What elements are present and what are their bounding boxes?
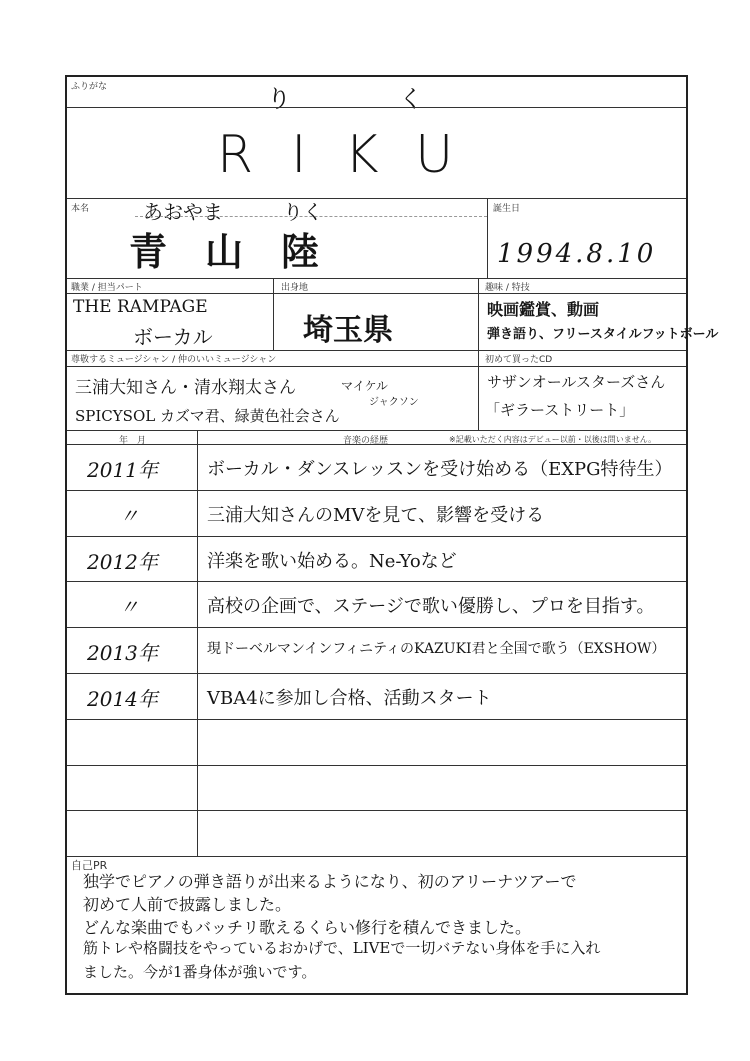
birthday-value: 1994.8.10 (497, 239, 657, 269)
real-name-reading: あおやま りく (143, 200, 323, 224)
self-pr-line-3: どんな楽曲でもバッチリ歌えるくらい修行を積んできました。 (83, 918, 532, 937)
self-pr-line-2: 初めて人前で披露しました。 (83, 895, 292, 914)
music-history-label: 音楽の経歴 (343, 436, 389, 446)
history-event: 洋楽を歌い始める。Ne-Yoなど (207, 550, 457, 572)
hobby-label: 趣味 / 特技 (485, 283, 530, 293)
self-pr-line-4: 筋トレや格闘技をやっているおかげで、LIVEで一切バテない身体を手に入れ (83, 939, 601, 957)
self-pr-line-5: ました。今が1番身体が強いです。 (83, 963, 317, 981)
hobby-line-1: 映画鑑賞、動画 (487, 300, 600, 319)
self-pr-line-1: 独学でピアノの弾き語りが出来るようになり、初のアリーナツアーで (83, 872, 577, 891)
history-year: 2014年 (87, 687, 158, 711)
history-year: 2012年 (87, 549, 158, 574)
history-note: ※記載いただく内容はデビュー以前・以後は問いません。 (449, 435, 657, 444)
birthday-label: 誕生日 (493, 204, 521, 214)
history-event: 高校の企画で、ステージで歌い優勝し、プロを目指す。 (207, 596, 655, 618)
artist-name: RIKU (217, 125, 492, 185)
birthplace-value: 埼玉県 (303, 313, 393, 348)
self-pr-label: 自己PR (71, 859, 108, 872)
history-year: 2013年 (87, 641, 158, 666)
profile-form (65, 75, 719, 995)
musicians-line-1: 三浦大知さん・清水翔太さん (75, 378, 296, 398)
first-cd-label: 初めて買ったCD (485, 355, 553, 365)
real-name-kanji: 青 山 陸 (129, 229, 320, 274)
musicians-label: 尊敬するミュージシャン / 仲のいいミュージシャン (71, 355, 277, 365)
history-event: 現ドーベルマンインフィニティのKAZUKI君と全国で歌う（EXSHOW） (207, 641, 666, 658)
history-event: 三浦大知さんのMVを見て、影響を受ける (207, 504, 545, 526)
occupation-part: ボーカル (133, 325, 213, 349)
musicians-line-2: SPICYSOL カズマ君、緑黄色社会さん (75, 407, 340, 425)
first-cd-title: 「ギラーストリート」 (485, 401, 635, 419)
history-event: VBA4に参加し合格、活動スタート (207, 688, 492, 709)
occupation-label: 職業 / 担当パート (71, 283, 143, 293)
musicians-note-1: マイケル (341, 379, 388, 393)
birthplace-label: 出身地 (281, 283, 309, 293)
furigana-label: ふりがな (71, 82, 108, 92)
history-year: 〃 (119, 595, 139, 620)
first-cd-artist: サザンオールスターズさん (487, 373, 666, 391)
hobby-line-2: 弾き語り、フリースタイルフットボール (487, 327, 719, 342)
occupation-group: THE RAMPAGE (73, 297, 208, 317)
musicians-note-2: ジャクソン (369, 397, 419, 408)
history-year: 〃 (119, 503, 139, 528)
year-month-label: 年 月 (119, 436, 147, 446)
history-year: 2011年 (87, 458, 158, 482)
real-name-label: 本名 (71, 204, 90, 214)
artist-furigana: り く (267, 85, 443, 113)
history-event: ボーカル・ダンスレッスンを受け始める（EXPG特待生） (207, 459, 673, 480)
